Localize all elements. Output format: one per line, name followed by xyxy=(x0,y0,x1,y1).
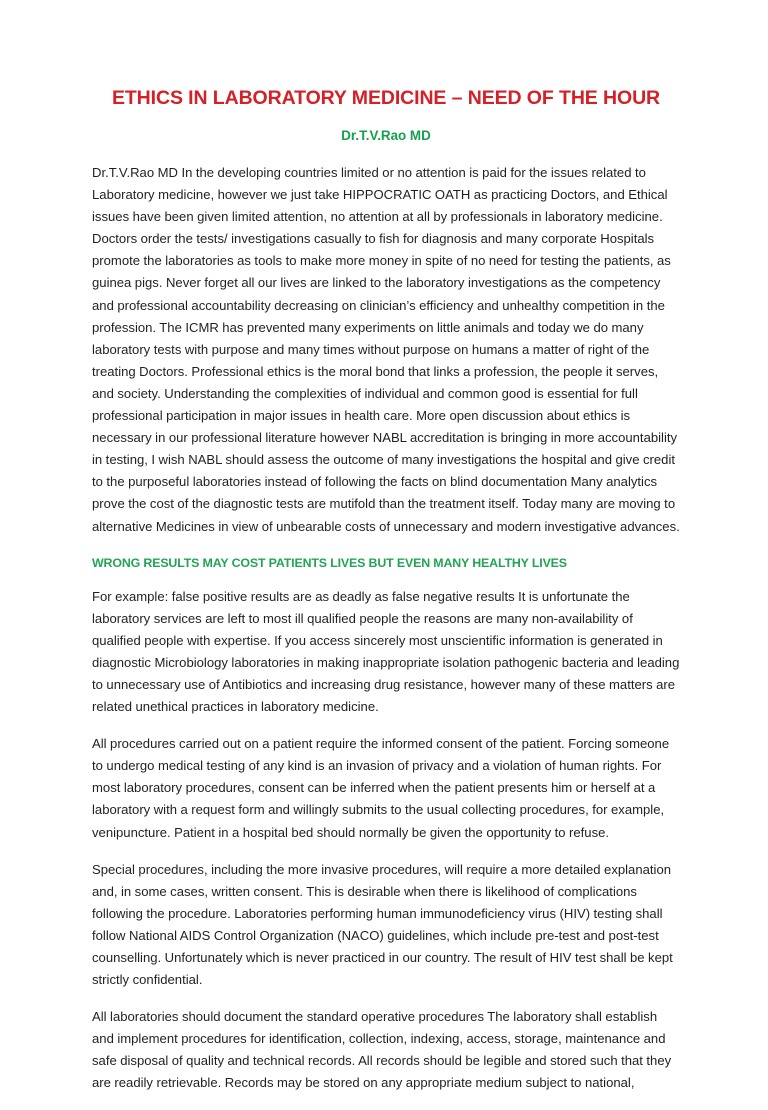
intro-paragraph: Dr.T.V.Rao MD In the developing countries limited or no attention is paid for the issues related to Laboratory medicine, however we just take HIPPOCRATIC OATH as practicing Doctors, and Ethical issues have been given limited attention, no attention at all by professionals in laboratory medicine. Doctors order the tests/ investigations casually to fish for diagnosis and many corporate Hospitals promote the laboratories as tools to make more money in spite of no need for testing the patients, as guinea pigs. Never forget all our lives are linked to the laboratory investigations as the competency and professional accountability decreasing on clinician’s efficiency and unhealthy competition in the profession. The ICMR has prevented many experiments on little animals and today we do many laboratory tests with purpose and many times without purpose on humans a matter of right of the treating Doctors. Professional ethics is the moral bond that links a profession, the people it serves, and society. Understanding the complexities of individual and common good is essential for full professional participation in major issues in health care. More open discussion about ethics is necessary in our professional literature however NABL accreditation is bringing in more accountability in testing, I wish NABL should assess the outcome of many investigations the hospital and give credit to the purposeful laboratories instead of following the facts on blind documentation Many analytics prove the cost of the diagnostic tests are mutifold than the treatment itself. Today many are moving to alternative Medicines in view of unbearable costs of unnecessary and modern investigative advances. xyxy=(92,165,680,534)
paragraph-false-positive-results: For example: false positive results are as deadly as false negative results It is unfortunate the laboratory services are left to most ill qualified people the reasons are many non-availability of qualified people with expertise. If you access sincerely most unscientific information is generated in diagnostic Microbiology laboratories in making inappropriate isolation pathogenic bacteria and leading to unnecessary use of Antibiotics and increasing drug resistance, however many of these matters are related unethical practices in laboratory medicine. xyxy=(92,588,680,715)
page-title: ETHICS IN LABORATORY MEDICINE – NEED OF THE HOUR xyxy=(111,87,661,109)
author-byline: Dr.T.V.Rao MD xyxy=(341,128,431,143)
document-content xyxy=(92,86,680,1110)
paragraph-informed-consent: All procedures carried out on a patient require the informed consent of the patient. Forcing someone to undergo medical testing of any kind is an invasion of privacy and a violation of human rights. For most laboratory procedures, consent can be inferred when the patient presents him or herself at a laboratory with a request form and willingly submits to the usual collecting procedures, for example, venipuncture. Patient in a hospital bed should normally be given the opportunity to refuse. xyxy=(92,736,670,840)
paragraph-special-procedures: Special procedures, including the more invasive procedures, will require a more detailed explanation and, in some cases, written consent. This is desirable when there is likelihood of complications following the procedure. Laboratories performing human immunodeficiency virus (HIV) testing shall follow National AIDS Control Organization (NACO) guidelines, which include pre-test and post-test counselling. Unfortunately which is never practiced in our country. The result of HIV test shall be kept strictly confidential. xyxy=(92,861,673,988)
paragraph-standard-operative-procedures: All laboratories should document the standard operative procedures The laboratory shall establish and implement procedures for identification, collection, indexing, access, storage, maintenance and safe disposal of quality and technical records. All records should be legible and stored such that they are readily retrievable. Records may be stored on any appropriate medium subject to national, xyxy=(92,1009,672,1091)
section-heading-wrong-results: WRONG RESULTS MAY COST PATIENTS LIVES BUT EVEN MANY HEALTHY LIVES xyxy=(92,555,567,570)
